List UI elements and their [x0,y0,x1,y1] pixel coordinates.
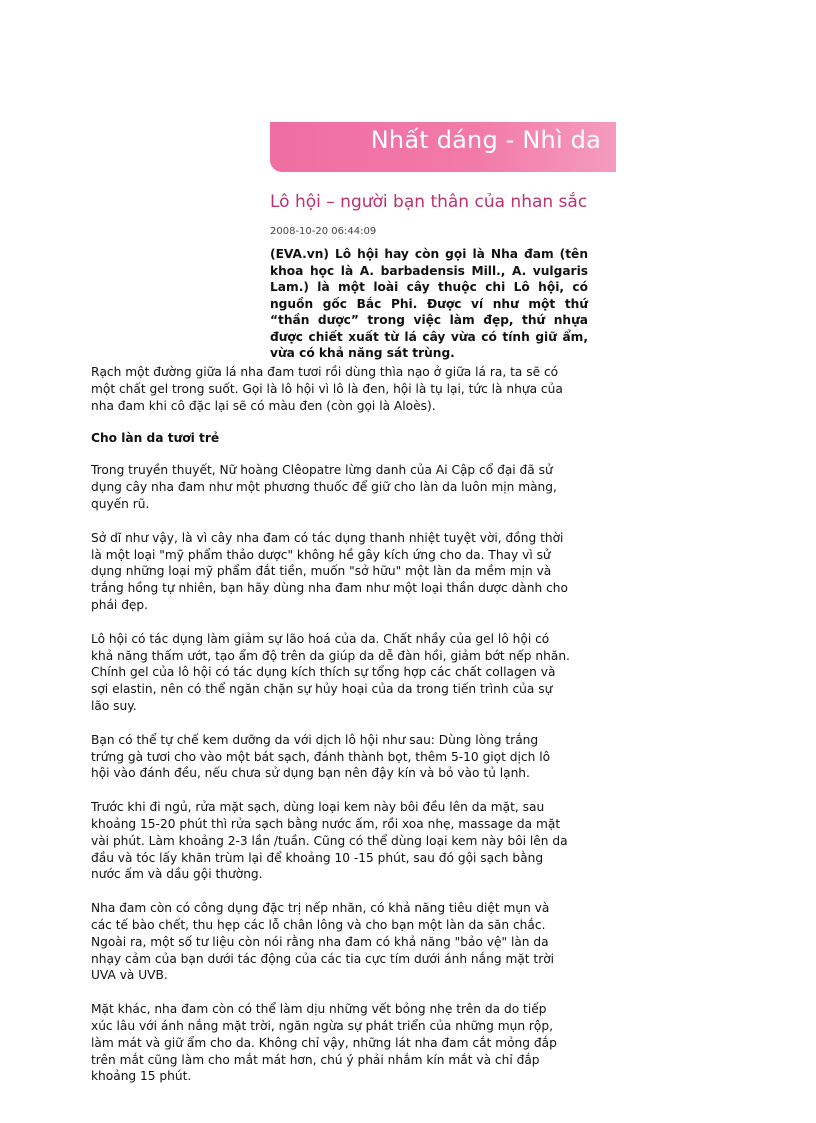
body-paragraph: Trong truyền thuyết, Nữ hoàng Clêopatre lừng danh của Ai Cập cổ đại đã sử dụng cây nha đam như một phương thuốc để giữ cho làn da luôn mịn màng, quyến rũ. [91,463,557,511]
article-body [91,364,571,1102]
body-paragraph: Bạn có thể tự chế kem dưỡng da với dịch lô hội như sau: Dùng lòng trắng trứng gà tươi cho vào một bát sạch, đánh thành bọt, thêm 5-10 giọt dịch lô hội vào đánh đều, nếu chưa sử dụng bạn nên đậy kín và bỏ vào tủ lạnh. [91,732,551,781]
article-lead: (EVA.vn) Lô hội hay còn gọi là Nha đam (tên khoa học là A. barbadensis Mill., A. vulgaris Lam.) là một loài cây thuộc chi Lô hội, có nguồn gốc Bắc Phi. Được ví như một thứ “thần dược” trong việc làm đẹp, thứ nhựa được chiết xuất từ lá cây vừa có tính giữ ẩm, vừa có khả năng sát trùng. [270,247,588,360]
section-subheading: Cho làn da tươi trẻ [91,431,220,446]
section-title: Nhất dáng - Nhì da [370,126,601,154]
body-paragraph: Sở dĩ như vậy, là vì cây nha đam có tác dụng thanh nhiệt tuyệt vời, đồng thời là một loại "mỹ phẩm thảo dược" không hề gây kích ứng cho da. Thay vì sử dụng những loại mỹ phẩm đắt tiền, muốn "sở hữu" một làn da mềm mịn và trắng hồng tự nhiên, bạn hãy dùng nha đam như một loại thần dược dành cho phái đẹp. [91,530,568,612]
article-title: Lô hội – người bạn thân của nhan sắc [270,192,588,212]
body-paragraph: Trước khi đi ngủ, rửa mặt sạch, dùng loại kem này bôi đều lên da mặt, sau khoảng 15-20 phút thì rửa sạch bằng nước ấm, rồi xoa nhẹ, massage da mặt vài phút. Làm khoảng 2-3 lần /tuần. Cũng có thể dùng loại kem này bôi lên da đầu và tóc lấy khăn trùm lại để khoảng 10 -15 phút, sau đó gội sạch bằng nước ấm và dầu gội thường. [91,800,568,882]
body-paragraph: Lô hội có tác dụng làm giảm sự lão hoá của da. Chất nhầy của gel lô hội có khả năng thấm ướt, tạo ẩm độ trên da giúp da dễ đàn hồi, giảm bớt nếp nhăn. Chính gel của lô hội có tác dụng kích thích sự tổng hợp các chất collagen và sợi elastin, nên có thể ngăn chặn sự hủy hoại của da trong tiến trình của sự lão suy. [91,631,570,713]
section-banner [270,122,616,172]
body-paragraph: Mặt khác, nha đam còn có thể làm dịu những vết bỏng nhẹ trên da do tiếp xúc lâu với ánh nắng mặt trời, ngăn ngừa sự phát triển của những mụn rộp, làm mát và giữ ẩm cho da. Không chỉ vậy, những lát nha đam cắt mỏng đắp trên mắt cũng làm cho mắt mát hơn, chú ý phải nhắm kín mắt và chỉ đắp khoảng 15 phút. [91,1002,557,1084]
intro-paragraph: Rạch một đường giữa lá nha đam tươi rồi dùng thìa nạo ở giữa lá ra, ta sẽ có một chất gel trong suốt. Gọi là lô hội vì lô là đen, hội là tụ lại, tức là nhựa của nha đam khi cô đặc lại sẽ có màu đen (còn gọi là Aloès). [91,365,563,413]
body-paragraph: Nha đam còn có công dụng đặc trị nếp nhăn, có khả năng tiêu diệt mụn và các tế bào chết, thu hẹp các lỗ chân lông và cho bạn một làn da săn chắc. Ngoài ra, một số tư liệu còn nói rằng nha đam có khả năng "bảo vệ" làn da nhạy cảm của bạn dưới tác động của các tia cực tím dưới ánh nắng mặt trời UVA và UVB. [91,901,555,983]
article-timestamp: 2008-10-20 06:44:09 [270,226,377,237]
